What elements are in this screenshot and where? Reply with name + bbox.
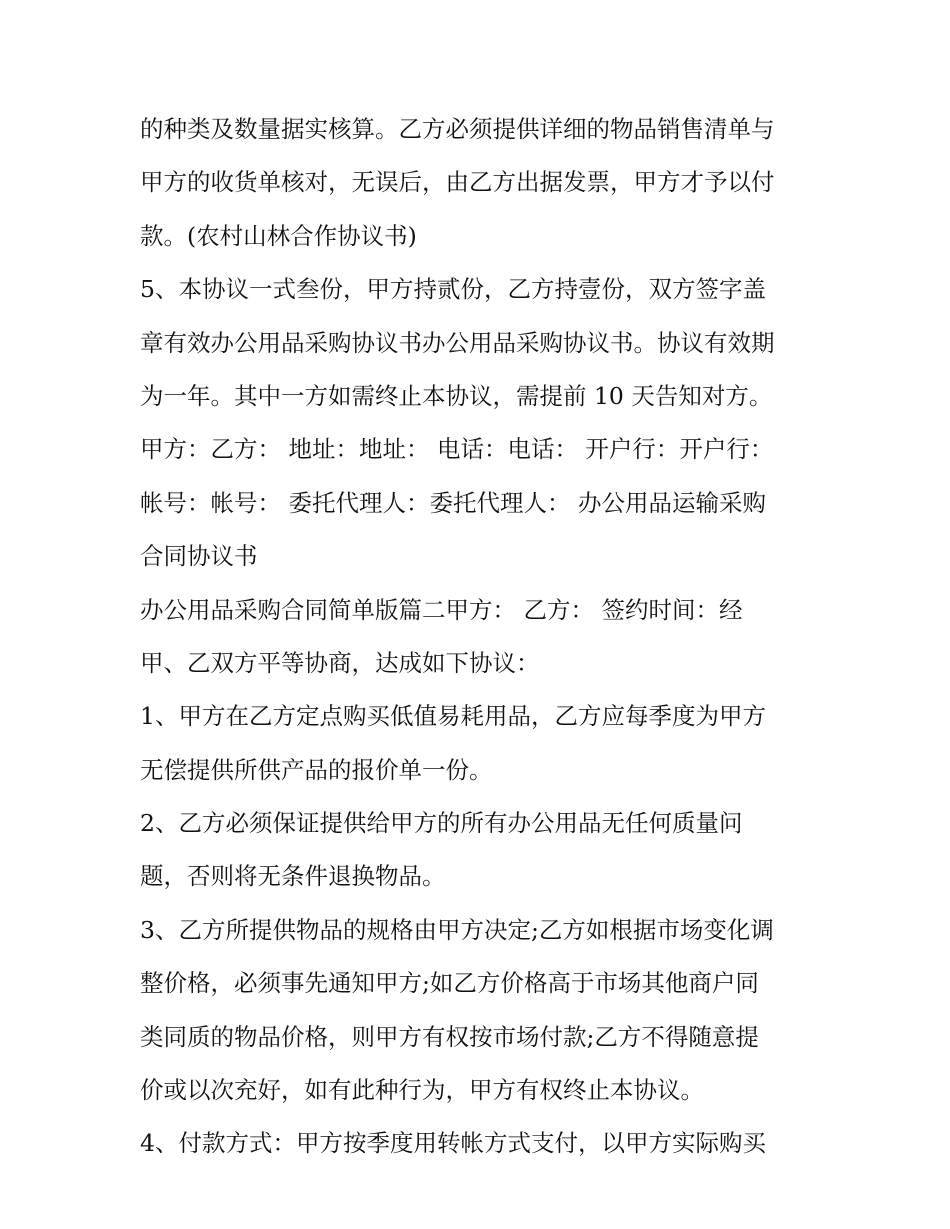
clause-5-line: 5、本协议一式叁份，甲方持贰份，乙方持壹份，双方签字盖 <box>140 275 766 304</box>
text-line: 章有效办公用品采购协议书办公用品采购协议书。协议有效期 <box>140 328 775 357</box>
signature-fields-line: 甲方：乙方： 地址：地址： 电话：电话： 开户行：开户行： <box>140 435 774 464</box>
text-line: 整价格，必须事先通知甲方;如乙方价格高于市场其他商户同 <box>140 969 759 998</box>
text-line: 甲方的收货单核对，无误后，由乙方出据发票，甲方才予以付 <box>140 168 775 197</box>
text-line: 无偿提供所供产品的报价单一份。 <box>140 755 493 784</box>
text-line: 款。(农村山林合作协议书) <box>140 221 417 250</box>
section-heading-line: 办公用品采购合同简单版篇二甲方： 乙方： 签约时间：经 <box>140 595 743 624</box>
clause-1-line: 1、甲方在乙方定点购买低值易耗用品，乙方应每季度为甲方 <box>140 702 766 731</box>
signature-fields-line: 帐号：帐号： 委托代理人：委托代理人： 办公用品运输采购 <box>140 488 766 517</box>
text-line: 价或以次充好，如有此种行为，甲方有权终止本协议。 <box>140 1076 704 1105</box>
text-line: 题，否则将无条件退换物品。 <box>140 862 446 891</box>
text-line: 的种类及数量据实核算。乙方必须提供详细的物品销售清单与 <box>140 115 775 143</box>
text-line: 合同协议书 <box>140 542 258 571</box>
clause-4-line: 4、付款方式：甲方按季度用转帐方式支付，以甲方实际购买 <box>140 1129 766 1158</box>
text-line: 为一年。其中一方如需终止本协议，需提前 10 天告知对方。 <box>140 381 773 410</box>
text-line: 甲、乙双方平等协商，达成如下协议： <box>140 648 540 677</box>
document-body <box>140 103 830 1171</box>
text-line: 类同质的物品价格，则甲方有权按市场付款;乙方不得随意提 <box>140 1022 759 1051</box>
clause-3-line: 3、乙方所提供物品的规格由甲方决定;乙方如根据市场变化调 <box>140 915 774 944</box>
clause-2-line: 2、乙方必须保证提供给甲方的所有办公用品无任何质量问 <box>140 809 743 838</box>
